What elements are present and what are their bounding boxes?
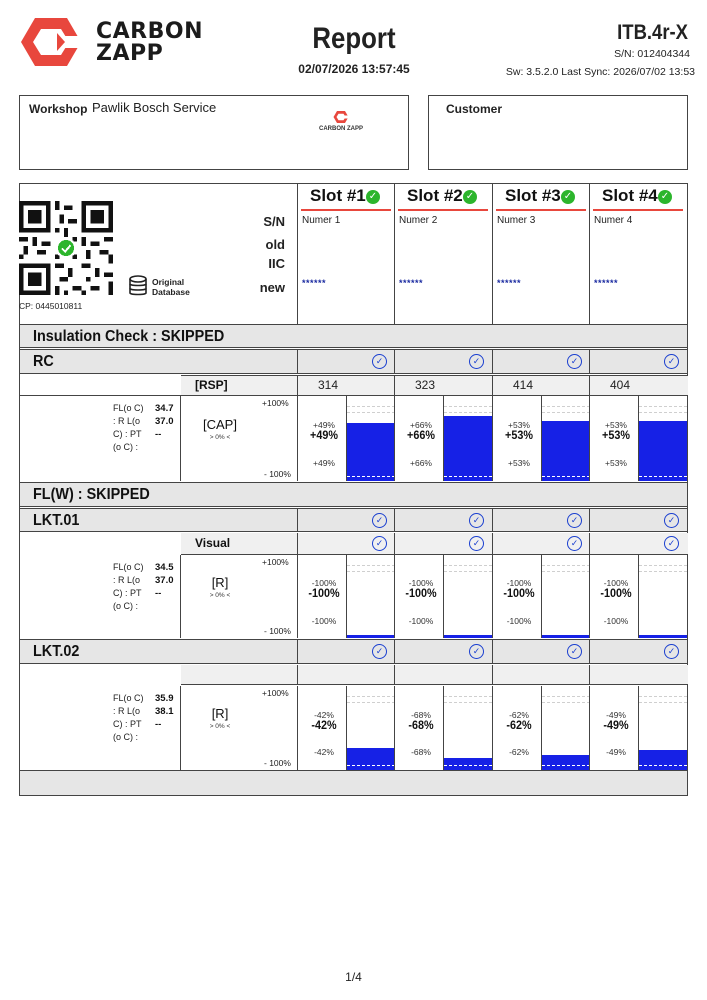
check-circle-icon: ✓ [372, 536, 387, 551]
gridline [347, 565, 395, 566]
lkt02-scale-bottom: - 100% [264, 758, 291, 768]
lkt02-pct-small: -49% [606, 709, 626, 720]
rc-value: 414 [513, 378, 534, 392]
check-circle-icon: ✓ [469, 536, 484, 551]
slot-code: ****** [497, 278, 522, 288]
lkt01-scale-bottom: - 100% [264, 626, 291, 636]
gridline [542, 702, 590, 703]
slot-title: Slot #3 [505, 186, 561, 205]
device-id: ITB.4r-X [617, 21, 688, 44]
workshop-label: Workshop [29, 102, 88, 116]
slot-ok-icon: ✓ [561, 190, 575, 204]
gridline [444, 406, 492, 407]
slot-code: ****** [594, 278, 619, 288]
rc-check-cell [297, 349, 395, 374]
bar-marker [639, 765, 687, 766]
bar-marker [542, 633, 590, 634]
lkt02-fl-value: 38.1 [155, 706, 174, 717]
check-circle-icon: ✓ [567, 354, 582, 369]
slot-numer: Numer 2 [399, 215, 438, 226]
check-circle-icon: ✓ [664, 644, 679, 659]
lkt01-fl-value: 37.0 [155, 575, 174, 586]
lkt01-fl-value: 34.5 [155, 562, 174, 573]
lkt02-slot-cell [492, 686, 590, 770]
rc-check-cell [394, 349, 492, 374]
rc-fl-value: -- [155, 429, 162, 440]
lkt02-level-bar [542, 755, 590, 770]
gridline [542, 412, 590, 413]
rc-pct-low: +53% [508, 458, 530, 469]
rc-value-cell [589, 375, 687, 395]
rc-pct-low: +66% [410, 458, 432, 469]
lkt01-fl-line: : R L(o [113, 575, 141, 585]
rc-level-bar [347, 423, 395, 481]
gridline [542, 406, 590, 407]
check-circle-icon: ✓ [664, 513, 679, 528]
lkt02-pct-low: -42% [314, 747, 334, 758]
database-icon [128, 275, 148, 297]
lkt02-cap-label: [R] [211, 706, 229, 721]
slot-underline [593, 209, 683, 211]
gridline [444, 696, 492, 697]
gridline [542, 571, 590, 572]
bar-marker [542, 476, 590, 477]
row-label-old: old [265, 237, 285, 252]
slot-column [492, 183, 590, 324]
slot-column [297, 183, 395, 324]
slot-column [589, 183, 687, 324]
rc-bar-frame [638, 396, 687, 481]
rc-cap-sub: > 0% < [209, 433, 231, 441]
bar-marker [444, 765, 492, 766]
check-circle-icon: ✓ [372, 354, 387, 369]
lkt01-pct-low: -100% [603, 615, 629, 626]
gridline [347, 406, 395, 407]
lkt02-pct-low: -49% [606, 747, 626, 758]
lkt01-scale-top: +100% [262, 557, 289, 567]
check-circle-icon: ✓ [664, 354, 679, 369]
lkt02-fl-line: : R L(o [113, 706, 141, 716]
lkt01-check-cell [492, 508, 590, 532]
lkt02-blank-cell [394, 665, 395, 685]
rc-value: 404 [610, 378, 631, 392]
lkt01-pct-small: -100% [603, 578, 629, 589]
lkt02-fl-line: C) : PT [113, 719, 142, 729]
gridline [347, 571, 395, 572]
lkt01-fl-line: (o C) : [113, 601, 139, 611]
check-circle-icon: ✓ [469, 354, 484, 369]
check-circle-icon: ✓ [664, 536, 679, 551]
bar-marker [444, 476, 492, 477]
slot-column [394, 183, 492, 324]
lkt02-check-cell [297, 639, 395, 664]
gridline [639, 565, 687, 566]
lkt02-cap-sub: > 0% < [209, 723, 231, 730]
gridline [444, 565, 492, 566]
rc-slot-cell [589, 396, 687, 481]
lkt02-blank-cell [297, 665, 298, 685]
workshop-logo-text: CARBON ZAPP [318, 126, 363, 132]
lkt01-pct-big: -100% [600, 586, 632, 601]
lkt01-level-bar [542, 635, 590, 638]
insulation-status: Insulation Check : SKIPPED [33, 328, 225, 345]
rc-value-cell [492, 375, 590, 395]
slot-underline [301, 209, 391, 211]
rc-pct-small: +53% [508, 419, 530, 430]
lkt01-visual-check-cell [394, 533, 492, 554]
lkt01-level-bar [444, 635, 492, 638]
rc-fl-line: (o C) : [113, 442, 139, 452]
lkt02-check-cell [589, 639, 687, 664]
check-circle-icon: ✓ [372, 513, 387, 528]
slot-title: Slot #1 [310, 186, 366, 205]
lkt02-level-bar [444, 758, 492, 770]
lkt02-pct-big: -68% [408, 717, 434, 732]
rc-scale-bottom: - 100% [264, 469, 291, 479]
customer-box [428, 95, 688, 170]
rc-label: RC [33, 353, 54, 370]
lkt01-bar-frame [541, 555, 590, 638]
lkt02-pct-small: -68% [411, 709, 431, 720]
lkt02-check-cell [394, 639, 492, 664]
lkt01-visual-check-cell [589, 533, 687, 554]
flw-status: FL(W) : SKIPPED [33, 486, 150, 503]
lkt01-visual-label: Visual [195, 536, 231, 550]
lkt01-pct-big: -100% [503, 586, 535, 601]
gridline [542, 565, 590, 566]
lkt01-fl-line: C) : PT [113, 588, 142, 598]
workshop-logo [316, 110, 366, 136]
lkt01-slot-cell [297, 555, 395, 638]
lkt02-blank-row [181, 665, 688, 685]
slot-code: ****** [399, 278, 424, 288]
lkt02-fl-value: -- [155, 719, 162, 730]
lkt02-pct-big: -42% [311, 717, 337, 732]
lkt02-level-bar [347, 748, 395, 770]
lkt01-pct-small: -100% [506, 578, 532, 589]
rc-bar-frame [443, 396, 492, 481]
slot-numer: Numer 3 [497, 215, 536, 226]
lkt02-bar-frame [541, 686, 590, 770]
lkt02-level-bar [639, 750, 687, 770]
check-circle-icon: ✓ [372, 644, 387, 659]
rc-slot-cell [297, 396, 395, 481]
slot-ok-icon: ✓ [366, 190, 380, 204]
rc-pct-big: +53% [602, 427, 630, 442]
bar-marker [639, 476, 687, 477]
lkt02-blank-cell [492, 665, 493, 685]
lkt02-slot-cell [589, 686, 687, 770]
bar-marker [542, 765, 590, 766]
lkt02-pct-low: -68% [411, 747, 431, 758]
lkt02-bar-frame [443, 686, 492, 770]
bar-marker [347, 476, 395, 477]
lkt01-visual-check-cell [492, 533, 590, 554]
slot-underline [496, 209, 586, 211]
check-circle-icon: ✓ [469, 644, 484, 659]
rc-pct-low: +53% [605, 458, 627, 469]
gridline [347, 412, 395, 413]
check-circle-icon: ✓ [567, 644, 582, 659]
cp-number: CP: 0445010811 [19, 301, 83, 311]
qr-code [19, 201, 113, 295]
lkt01-slot-cell [589, 555, 687, 638]
rc-col-label: [RSP] [195, 378, 228, 392]
lkt01-bar-frame [638, 555, 687, 638]
rc-level-bar [444, 416, 492, 481]
rc-value-cell [297, 375, 395, 395]
software-info: Sw: 3.5.2.0 Last Sync: 2026/07/02 13:53 [505, 66, 695, 78]
lkt01-pct-small: -100% [408, 578, 434, 589]
carbon-zapp-logo-icon [19, 16, 83, 68]
lkt02-bar-frame [638, 686, 687, 770]
gridline [639, 696, 687, 697]
lkt01-level-bar [347, 635, 395, 638]
rc-value: 314 [318, 378, 339, 392]
check-circle-icon: ✓ [567, 513, 582, 528]
bar-marker [347, 633, 395, 634]
slot-numer: Numer 1 [302, 215, 341, 226]
row-label-iic: IIC [268, 256, 285, 271]
slot-ok-icon: ✓ [658, 190, 672, 204]
qr-code-icon [19, 201, 113, 295]
gridline [542, 696, 590, 697]
bottom-band [19, 770, 688, 796]
workshop-box [19, 95, 409, 170]
slot-underline [398, 209, 488, 211]
device-serial: S/N: 012404344 [614, 48, 690, 60]
rc-check-cell [589, 349, 687, 374]
check-circle-icon: ✓ [567, 536, 582, 551]
check-circle-icon: ✓ [469, 513, 484, 528]
lkt01-check-cell [589, 508, 687, 532]
lkt02-check-cell [492, 639, 590, 664]
brand-logo [19, 16, 203, 68]
rc-fl-value: 34.7 [155, 403, 174, 414]
lkt01-bar-frame [443, 555, 492, 638]
customer-label: Customer [446, 102, 503, 116]
gridline [444, 412, 492, 413]
lkt01-cap-sub: > 0% < [209, 591, 231, 599]
row-label-sn: S/N [263, 214, 285, 229]
slot-numer: Numer 4 [594, 215, 633, 226]
bar-marker [444, 633, 492, 634]
rc-pct-small: +49% [313, 419, 335, 430]
rc-value: 323 [415, 378, 436, 392]
brand-name-line2: ZAPP [96, 41, 164, 66]
rc-pct-big: +53% [505, 427, 533, 442]
db-label-line1: Original [152, 277, 185, 287]
lkt02-fl-line: FL(o C) [113, 693, 144, 703]
lkt01-pct-small: -100% [311, 578, 337, 589]
lkt02-pct-big: -62% [506, 717, 532, 732]
lkt02-pct-small: -42% [314, 709, 334, 720]
rc-cap-label: [CAP] [203, 416, 237, 432]
lkt01-slot-cell [492, 555, 590, 638]
gridline [444, 702, 492, 703]
report-title: Report [312, 22, 396, 55]
lkt02-blank-cell [589, 665, 590, 685]
slot-title: Slot #4 [602, 186, 658, 205]
rc-level-bar [542, 421, 590, 481]
rc-check-cell [492, 349, 590, 374]
rc-value-cell [394, 375, 492, 395]
lkt01-label: LKT.01 [33, 512, 80, 529]
rc-pct-big: +66% [407, 427, 435, 442]
bar-marker [347, 765, 395, 766]
gridline [639, 412, 687, 413]
lkt02-scale-top: +100% [262, 688, 289, 698]
rc-fl-line: FL(o C) [113, 403, 144, 413]
page-number: 1/4 [345, 970, 362, 984]
rc-bar-frame [346, 396, 395, 481]
lkt02-pct-small: -62% [509, 709, 529, 720]
lkt01-fl-value: -- [155, 588, 162, 599]
slot-code: ****** [302, 278, 327, 288]
lkt01-check-cell [394, 508, 492, 532]
rc-slot-cell [492, 396, 590, 481]
lkt02-slot-cell [297, 686, 395, 770]
lkt01-slot-cell [394, 555, 492, 638]
lkt02-fl-line: (o C) : [113, 732, 139, 742]
rc-pct-low: +49% [313, 458, 335, 469]
rc-fl-line: C) : PT [113, 429, 142, 439]
rc-pct-small: +53% [605, 419, 627, 430]
flw-band [19, 482, 688, 507]
lkt01-fl-line: FL(o C) [113, 562, 144, 572]
lkt01-pct-big: -100% [308, 586, 340, 601]
report-datetime: 02/07/2026 13:57:45 [298, 62, 410, 76]
lkt02-pct-big: -49% [603, 717, 629, 732]
slot-ok-icon: ✓ [463, 190, 477, 204]
lkt01-pct-big: -100% [405, 586, 437, 601]
brand-name-line1: CARBON [96, 19, 203, 44]
workshop-name: Pawlik Bosch Service [92, 100, 217, 115]
rc-level-bar [639, 421, 687, 481]
rc-fl-line: : R L(o [113, 416, 141, 426]
lkt01-bar-frame [346, 555, 395, 638]
lkt02-label: LKT.02 [33, 643, 80, 660]
rc-pct-small: +66% [410, 419, 432, 430]
lkt01-pct-low: -100% [311, 615, 337, 626]
row-label-new: new [259, 280, 285, 295]
lkt02-slot-cell [394, 686, 492, 770]
lkt02-bar-frame [346, 686, 395, 770]
db-label-line2: Database [152, 287, 190, 297]
rc-pct-big: +49% [310, 427, 338, 442]
gridline [639, 571, 687, 572]
lkt01-cap-label: [R] [211, 574, 229, 590]
gridline [639, 406, 687, 407]
gridline [444, 571, 492, 572]
bar-marker [639, 633, 687, 634]
gridline [347, 696, 395, 697]
carbon-zapp-small-logo-icon [333, 110, 349, 124]
lkt02-fl-value: 35.9 [155, 693, 174, 704]
rc-fl-value: 37.0 [155, 416, 174, 427]
insulation-band [19, 324, 688, 348]
rc-scale-top: +100% [262, 398, 289, 408]
lkt01-pct-low: -100% [506, 615, 532, 626]
gridline [347, 702, 395, 703]
lkt01-visual-check-cell [297, 533, 395, 554]
lkt02-pct-low: -62% [509, 747, 529, 758]
rc-bar-frame [541, 396, 590, 481]
gridline [639, 702, 687, 703]
rc-slot-cell [394, 396, 492, 481]
lkt01-pct-low: -100% [408, 615, 434, 626]
lkt01-check-cell [297, 508, 395, 532]
lkt01-level-bar [639, 635, 687, 638]
slot-title: Slot #2 [407, 186, 463, 205]
